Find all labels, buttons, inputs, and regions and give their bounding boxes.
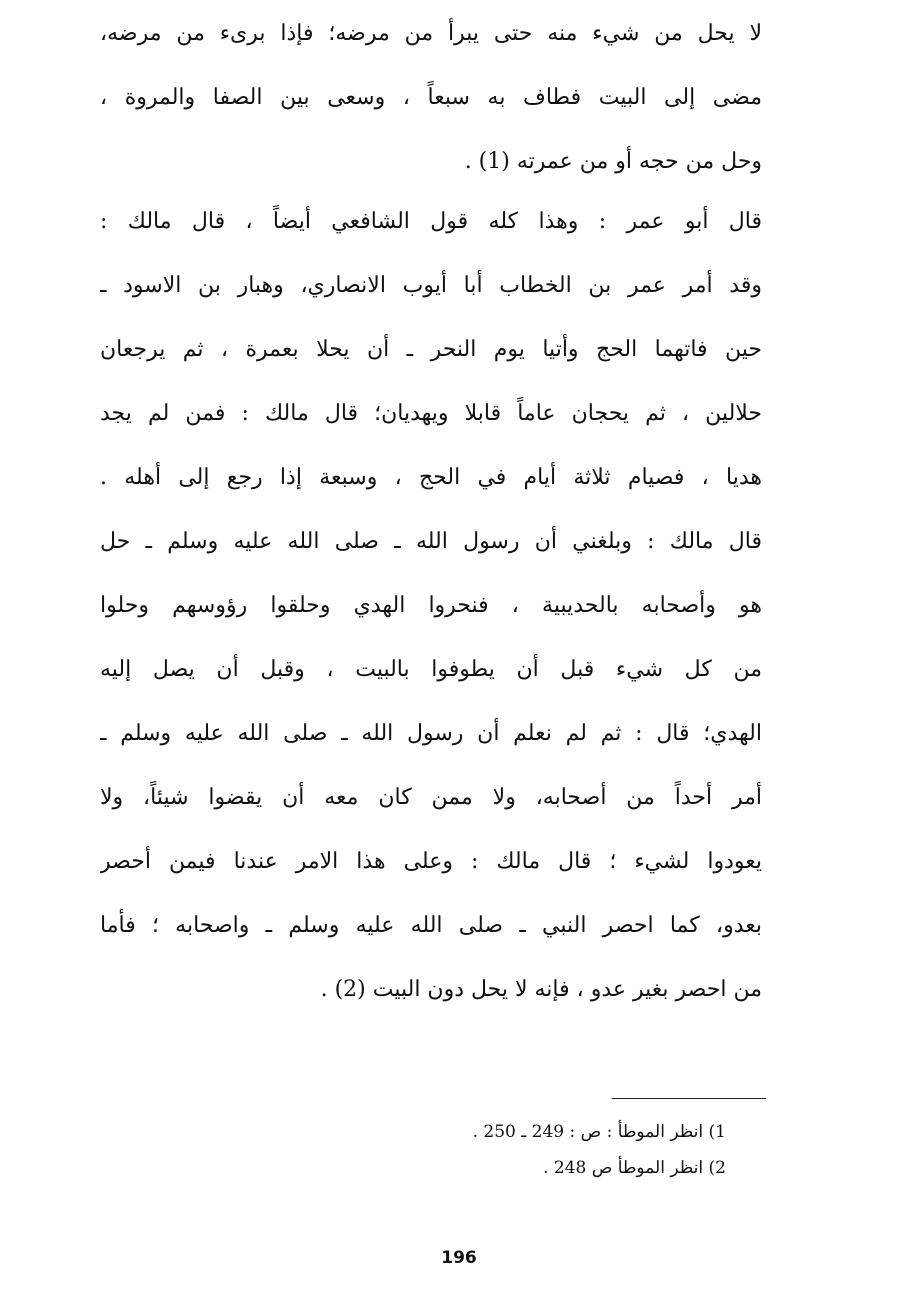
text-line: حلالين ، ثم يحجان عاماً قابلا ويهديان؛ قال مالك : فمن لم يجد — [100, 401, 762, 426]
text-line: الهدي؛ قال : ثم لم نعلم أن رسول الله ـ صلى الله عليه وسلم ـ — [100, 721, 762, 746]
page-number: 196 — [441, 1248, 477, 1268]
text-line: قال مالك : وبلغني أن رسول الله ـ صلى الله عليه وسلم ـ حل — [100, 529, 762, 554]
text-line: وحل من حجه أو من عمرته (1) . — [464, 149, 762, 174]
text-line: مضى إلى البيت فطاف به سبعاً ، وسعى بين الصفا والمروة ، — [100, 85, 762, 110]
text-line: بعدو، كما احصر النبي ـ صلى الله عليه وسلم ـ واصحابه ؛ فأما — [100, 913, 762, 938]
text-line: يعودوا لشيء ؛ قال مالك : وعلى هذا الامر عندنا فيمن أحصر — [100, 849, 762, 874]
text-line: حين فاتهما الحج وأتيا يوم النحر ـ أن يحلا بعمرة ، ثم يرجعان — [100, 337, 762, 362]
text-line: من احصر بغير عدو ، فإنه لا يحل دون البيت (2) . — [320, 977, 762, 1002]
text-line: من كل شيء قبل أن يطوفوا بالبيت ، وقبل أن يصل إليه — [100, 657, 762, 682]
text-line: هو وأصحابه بالحديبية ، فنحروا الهدي وحلقوا رؤوسهم وحلوا — [100, 593, 762, 618]
footnote-2: 2) انظر الموطأ ص 248 . — [543, 1158, 726, 1178]
paragraph-2 — [100, 190, 762, 1022]
footnote-1: 1) انظر الموطأ : ص : 249 ـ 250 . — [472, 1122, 726, 1142]
footnotes — [306, 1114, 726, 1186]
text-line: قال أبو عمر : وهذا كله قول الشافعي أيضاً ، قال مالك : — [100, 209, 762, 234]
text-line: لا يحل من شيء منه حتى يبرأ من مرضه؛ فإذا برىء من مرضه، — [100, 21, 762, 46]
text-line: أمر أحداً من أصحابه، ولا ممن كان معه أن يقضوا شيئاً، ولا — [100, 785, 762, 810]
text-line: وقد أمر عمر بن الخطاب أبا أيوب الانصاري، وهبار بن الاسود ـ — [100, 273, 762, 298]
text-line: هديا ، فصيام ثلاثة أيام في الحج ، وسبعة إذا رجع إلى أهله . — [100, 465, 762, 490]
footnote-divider — [612, 1098, 766, 1099]
paragraph-1 — [100, 2, 762, 194]
